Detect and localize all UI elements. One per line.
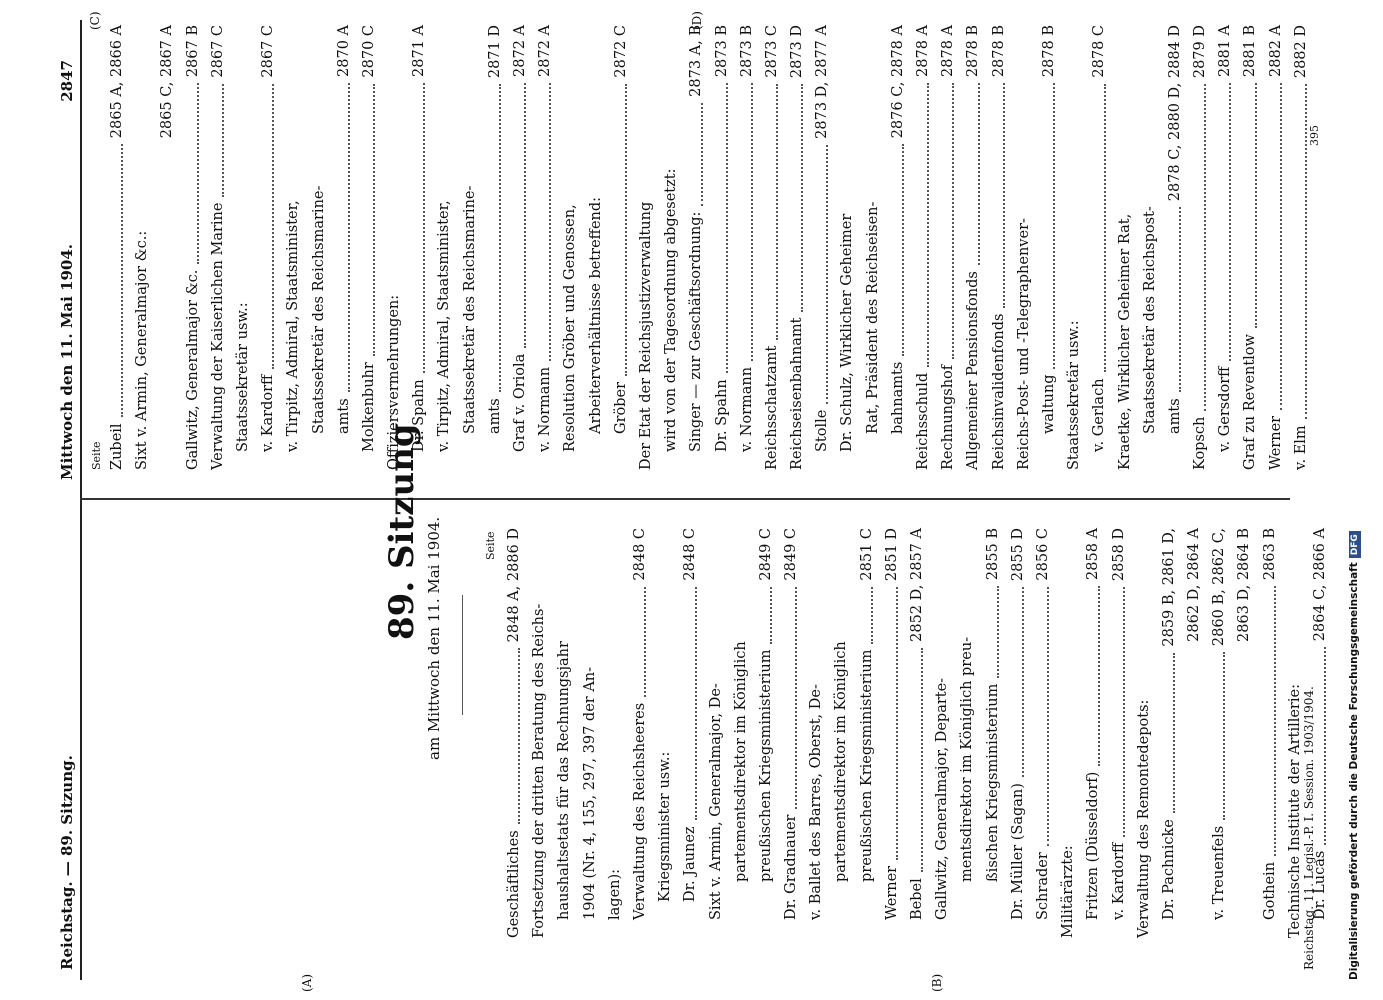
leader-dots — [347, 83, 350, 392]
toc-entry-text: Sixt v. Armin, Generalmajor &c.: — [134, 230, 151, 470]
toc-entry-page-ref: 2851 C — [858, 528, 875, 581]
toc-entry — [905, 528, 930, 938]
contents-right-column — [105, 25, 1314, 470]
toc-entry-text: Der Etat der Reichsjustizverwaltung — [637, 201, 654, 470]
leader-dots — [870, 587, 873, 644]
toc-entry — [281, 25, 306, 470]
toc-entry — [1188, 25, 1213, 470]
leader-dots — [901, 144, 904, 356]
toc-entry-text: Reichs-Post- und -Telegraphenver- — [1015, 218, 1032, 470]
toc-entry-text: Staatssekretär usw.: — [1066, 320, 1083, 470]
leader-dots — [700, 103, 703, 206]
toc-entry-page-ref: 2863 B — [1261, 528, 1278, 581]
toc-entry-page-ref: 2873 C — [763, 25, 780, 78]
toc-entry — [584, 25, 609, 470]
toc-entry-page-ref: 2878 C — [1091, 25, 1108, 78]
toc-entry — [710, 25, 735, 470]
toc-entry-text: Graf v. Oriola — [512, 353, 528, 452]
toc-entry-page-ref: 2870 A — [335, 25, 352, 77]
toc-entry — [1289, 25, 1314, 470]
toc-entry-text: Bebel — [909, 878, 925, 920]
toc-entry — [779, 528, 804, 938]
title-rule — [462, 595, 463, 715]
toc-entry-page-ref: 2867 C — [209, 25, 226, 78]
toc-entry-text: v. Tirpitz, Admiral, Staatsminister, — [436, 200, 453, 452]
running-header-left: Reichstag. — 89. Sitzung. — [58, 755, 76, 970]
leader-dots — [750, 83, 753, 361]
leader-dots — [1203, 84, 1206, 411]
toc-entry-page-ref: 2878 B — [965, 25, 982, 78]
toc-entry — [357, 25, 382, 470]
toc-entry-text: v. Ballet des Barres, Oberst, De- — [808, 684, 825, 920]
toc-entry — [502, 528, 527, 938]
leader-dots — [920, 648, 923, 872]
toc-entry-text: v. Elm — [1292, 425, 1309, 470]
toc-entry-page-ref: 2859 B, 2861 D, — [1160, 528, 1177, 647]
toc-entry-page-ref: 2870 C — [360, 25, 377, 78]
toc-entry — [155, 25, 180, 470]
toc-entry-text: bahnamts — [889, 361, 906, 434]
toc-entry-text: Staatssekretär des Reichsmarine- — [461, 185, 478, 434]
toc-entry-page-ref: 2882 D — [1292, 25, 1309, 79]
toc-entry — [829, 528, 854, 938]
toc-entry-page-ref: 2872 A — [512, 25, 528, 77]
margin-d: (D) — [690, 11, 704, 30]
toc-entry — [1138, 25, 1163, 470]
toc-entry-page-ref: 2848 C — [682, 528, 699, 581]
toc-entry-page-ref: 2858 D — [1110, 528, 1127, 582]
toc-entry-text: Reichsschuld — [915, 372, 931, 470]
toc-entry-page-ref: 2864 C, 2866 A — [1312, 528, 1328, 642]
toc-entry-page-ref: 2848 C — [631, 528, 648, 581]
toc-entry — [483, 25, 508, 470]
toc-entry-page-ref: 2852 D, 2857 A — [909, 528, 925, 642]
toc-entry-text: Gröber — [612, 381, 629, 434]
toc-entry-text: v. Tirpitz, Admiral, Staatsminister, — [285, 200, 302, 452]
toc-entry — [508, 25, 533, 470]
dfg-notice — [1348, 531, 1361, 980]
toc-entry — [678, 528, 703, 938]
toc-entry — [1163, 25, 1188, 470]
toc-entry-page-ref: 2873 B — [713, 25, 730, 78]
toc-entry — [552, 528, 577, 938]
toc-entry — [930, 528, 955, 938]
leader-dots — [1172, 653, 1175, 813]
toc-entry-page-ref: 2849 C — [783, 528, 800, 581]
toc-entry-text: haushaltsetats für das Rechnungsjahr — [556, 641, 573, 920]
toc-entry — [1031, 528, 1056, 938]
toc-entry-text: Gallwitz, Generalmajor, Departe- — [934, 677, 951, 920]
toc-entry-text: Kriegsminister usw.: — [657, 751, 674, 902]
session-date: am Mittwoch den 11. Mai 1904. — [425, 516, 443, 760]
toc-entry-text: amts — [1166, 398, 1183, 434]
toc-entry-text: v. Kardorff — [260, 374, 277, 452]
leader-dots — [977, 83, 980, 265]
toc-entry-text: lagen): — [606, 868, 623, 920]
leader-dots — [548, 83, 551, 361]
leader-dots — [1122, 587, 1125, 837]
toc-entry — [729, 528, 754, 938]
margin-a: (A) — [300, 973, 314, 992]
leader-dots — [769, 587, 772, 644]
toc-entry-page-ref: 2878 A — [915, 25, 931, 77]
toc-entry — [760, 25, 785, 470]
toc-entry-page-ref: 2855 B — [984, 528, 1001, 581]
header-rule — [80, 20, 82, 980]
leader-dots — [221, 84, 224, 197]
leader-dots — [624, 84, 627, 376]
toc-entry-text: Rat, Präsident des Reichseisen- — [864, 201, 881, 434]
toc-entry-text: partementsdirektor im Königlich — [833, 641, 850, 882]
toc-entry-page-ref: 2862 D, 2864 A — [1186, 528, 1203, 642]
toc-entry-page-ref: 2873 A, B — [688, 25, 705, 97]
toc-entry — [527, 528, 552, 938]
leader-dots — [1228, 83, 1231, 361]
toc-entry — [653, 528, 678, 938]
column-divider — [80, 498, 1290, 500]
toc-entry-text: v. Gerlach — [1091, 378, 1108, 452]
toc-entry — [754, 528, 779, 938]
toc-entry — [628, 528, 653, 938]
toc-entry-page-ref: 2873 D — [789, 25, 806, 79]
toc-entry — [659, 25, 684, 470]
toc-entry-text: v. Treuenfels — [1211, 825, 1228, 920]
toc-entry — [961, 25, 986, 470]
dfg-notice-text: Digitalisierung gefördert durch die Deutsche Forschungsgemeinschaft — [1348, 562, 1360, 980]
leader-dots — [643, 587, 646, 697]
toc-entry-page-ref: 2865 A, 2866 A — [109, 25, 125, 139]
toc-entry-page-ref: 2858 A — [1085, 528, 1102, 580]
toc-entry — [1037, 25, 1062, 470]
toc-entry — [407, 25, 432, 470]
toc-entry — [1182, 528, 1207, 938]
toc-entry — [458, 25, 483, 470]
toc-entry-page-ref: 2848 A, 2886 D — [506, 528, 522, 643]
toc-entry-page-ref: 2876 C, 2878 A — [889, 25, 906, 139]
toc-entry — [1113, 25, 1138, 470]
toc-entry — [533, 25, 558, 470]
toc-entry-text: Gallwitz, Generalmajor &c. — [184, 269, 201, 470]
leader-dots — [1254, 83, 1257, 328]
toc-entry-page-ref: 2881 A — [1217, 25, 1234, 77]
leader-dots — [271, 84, 274, 369]
toc-entry-text: Zubeil — [109, 423, 125, 470]
leader-dots — [926, 83, 929, 367]
toc-entry-text: Stolle — [814, 409, 831, 452]
toc-entry-page-ref: 2856 C — [1034, 528, 1051, 581]
toc-entry-text: Geschäftliches — [506, 830, 522, 938]
toc-entry-page-ref: 2860 B, 2862 C, — [1211, 528, 1228, 647]
toc-entry — [130, 25, 155, 470]
toc-entry-page-ref: 2878 C, 2880 D, 2884 D — [1166, 25, 1183, 202]
leader-dots — [1178, 207, 1181, 392]
toc-entry — [1087, 25, 1112, 470]
toc-entry-text: preußischen Kriegsministerium — [757, 649, 774, 882]
leader-dots — [800, 84, 803, 312]
leader-dots — [1097, 586, 1100, 766]
toc-entry-text: Dr. Lucas — [1312, 850, 1328, 920]
toc-entry-text: partementsdirektor im Königlich — [732, 641, 749, 882]
toc-entry-text: Staatssekretär des Reichsmarine- — [310, 185, 327, 434]
toc-entry — [1238, 25, 1263, 470]
toc-entry — [432, 25, 457, 470]
toc-entry-text: Reichsinvalidenfonds — [990, 313, 1007, 470]
toc-entry — [578, 528, 603, 938]
toc-entry — [603, 528, 628, 938]
toc-entry — [1062, 25, 1087, 470]
toc-entry — [332, 25, 357, 470]
toc-entry-page-ref: 2865 C, 2867 A — [159, 25, 176, 139]
toc-entry — [206, 25, 231, 470]
toc-entry-page-ref: 2878 B — [990, 25, 1007, 78]
seite-label-right: Seite — [90, 441, 103, 470]
page-number: 2847 — [58, 60, 76, 102]
leader-dots — [725, 83, 728, 373]
toc-entry-page-ref: 2867 C — [260, 25, 277, 78]
leader-dots — [1046, 587, 1049, 846]
toc-entry-page-ref: 2882 A — [1267, 25, 1284, 77]
leader-dots — [422, 83, 425, 373]
toc-entry — [704, 528, 729, 938]
leader-dots — [1304, 84, 1307, 419]
leader-dots — [1222, 652, 1225, 820]
toc-entry-text: Dr. Pachnicke — [1160, 819, 1177, 920]
toc-entry-text: ßischen Kriegsministerium — [984, 683, 1001, 882]
toc-entry-text: Reichsschatzamt — [763, 345, 780, 470]
leader-dots — [120, 144, 123, 417]
toc-entry-text: Fortsetzung der dritten Beratung des Reichs- — [531, 603, 548, 938]
toc-entry — [181, 25, 206, 470]
toc-entry-text: Rechnungshof — [940, 364, 957, 470]
toc-entry — [936, 25, 961, 470]
toc-entry-text: amts — [335, 398, 352, 434]
leader-dots — [895, 587, 898, 860]
leader-dots — [825, 145, 828, 404]
seite-label-left: Seite — [484, 531, 497, 560]
leader-dots — [517, 648, 520, 824]
toc-entry — [886, 25, 911, 470]
toc-entry-page-ref: 2873 D, 2877 A — [814, 25, 831, 139]
leader-dots — [951, 83, 954, 359]
toc-entry-text: Technische Institute der Artillerie: — [1286, 684, 1303, 938]
toc-entry-page-ref: 2881 B — [1242, 25, 1259, 78]
toc-entry-text: mentsdirektor im Königlich preu- — [959, 636, 976, 882]
toc-entry-text: Dr. Gradnauer — [783, 814, 800, 920]
toc-entry — [1056, 528, 1081, 938]
toc-entry-text: Staatssekretär usw.: — [234, 302, 251, 452]
toc-entry-page-ref: 2879 D — [1192, 25, 1209, 79]
toc-entry-text: Dr. Spahn — [713, 379, 730, 452]
toc-entry-text: Werner — [1267, 415, 1284, 470]
leader-dots — [1273, 586, 1276, 856]
leader-dots — [498, 84, 501, 392]
toc-entry — [1258, 528, 1283, 938]
leader-dots — [1103, 84, 1106, 372]
toc-entry — [861, 25, 886, 470]
toc-entry-page-ref: 2871 D — [486, 25, 503, 79]
toc-entry-text: Verwaltung des Reichsheeres — [631, 702, 648, 920]
toc-entry — [634, 25, 659, 470]
toc-entry-page-ref: 2871 A — [411, 25, 428, 77]
toc-entry-text: Offiziersvermehrungen: — [386, 294, 403, 470]
toc-entry — [735, 25, 760, 470]
toc-entry — [855, 528, 880, 938]
toc-entry-text: Molkenbuhr — [360, 362, 377, 452]
leader-dots — [694, 587, 697, 820]
toc-entry-page-ref: 2867 B — [184, 25, 201, 78]
toc-entry-text: v. Gersdorff — [1217, 366, 1234, 452]
margin-b: (B) — [930, 973, 944, 992]
toc-entry-text: Staatssekretär des Reichspost- — [1141, 206, 1158, 434]
leader-dots — [196, 83, 199, 264]
toc-entry-text: Verwaltung der Kaiserlichen Marine — [209, 202, 226, 470]
toc-entry-page-ref: 2872 C — [612, 25, 629, 78]
toc-entry — [785, 25, 810, 470]
toc-entry — [1012, 25, 1037, 470]
toc-entry — [1213, 25, 1238, 470]
toc-entry — [1157, 528, 1182, 938]
leader-dots — [523, 83, 526, 348]
toc-entry-text: Werner — [883, 865, 900, 920]
toc-entry-page-ref: 2863 D, 2864 B — [1236, 528, 1253, 643]
toc-entry-text: preußischen Kriegsministerium — [858, 649, 875, 882]
toc-entry — [810, 25, 835, 470]
toc-entry — [1264, 25, 1289, 470]
toc-entry-page-ref: 2878 B — [1040, 25, 1057, 78]
toc-entry-text: Resolution Gröber und Genossen, — [562, 204, 579, 452]
toc-entry — [804, 528, 829, 938]
toc-entry-text: Kopsch — [1192, 416, 1209, 470]
leader-dots — [996, 586, 999, 678]
toc-entry-text: Verwaltung des Remontedepots: — [1135, 699, 1152, 938]
toc-entry-page-ref: 2851 D — [883, 528, 900, 582]
toc-entry-text: Arbeiterverhältnisse betreffend: — [587, 196, 604, 434]
toc-entry-text: Kraetke, Wirklicher Geheimer Rat, — [1116, 213, 1133, 470]
toc-entry-page-ref: 2855 D — [1009, 528, 1026, 582]
toc-entry-text: wird von der Tagesordnung abgesetzt: — [663, 168, 680, 452]
leader-dots — [1052, 83, 1055, 369]
toc-entry-page-ref: 2872 A — [537, 25, 554, 77]
sheet-number: 395 — [1308, 125, 1321, 146]
toc-entry — [1081, 528, 1106, 938]
toc-entry — [307, 25, 332, 470]
toc-entry — [835, 25, 860, 470]
toc-entry-text: Militärärzte: — [1060, 845, 1077, 938]
toc-entry-text: Fritzen (Düsseldorf) — [1085, 771, 1102, 920]
leader-dots — [775, 84, 778, 340]
contents-left-column — [502, 528, 1333, 938]
toc-entry — [1132, 528, 1157, 938]
session-title: 89. Sitzung — [382, 423, 422, 640]
dfg-logo-icon: DFG — [1349, 531, 1361, 558]
toc-entry — [1006, 528, 1031, 938]
leader-dots — [1279, 83, 1282, 410]
margin-c: (C) — [88, 11, 102, 30]
toc-entry-text: amts — [486, 398, 503, 434]
toc-entry — [955, 528, 980, 938]
toc-entry-text: Allgemeiner Pensionsfonds — [965, 271, 982, 470]
toc-entry — [609, 25, 634, 470]
toc-entry-text: Dr. Spahn — [411, 379, 428, 452]
leader-dots — [372, 84, 375, 356]
toc-entry-text: 1904 (Nr. 4, 155, 297, 397 der An- — [581, 666, 598, 920]
toc-entry — [256, 25, 281, 470]
toc-entry-page-ref: 2873 B — [738, 25, 755, 78]
leader-dots — [794, 587, 797, 809]
toc-entry-text: Sixt v. Armin, Generalmajor, De- — [707, 683, 724, 920]
toc-entry — [1232, 528, 1257, 938]
footer-imprint: Reichstag. 11. Legisl.-P. I. Session. 1903/1904. — [1302, 686, 1316, 970]
toc-entry-page-ref: 2878 A — [940, 25, 957, 77]
toc-entry — [1207, 528, 1232, 938]
toc-entry — [105, 25, 130, 470]
toc-entry-text: Dr. Schulz, Wirklicher Geheimer — [839, 213, 856, 452]
toc-entry-text: Gothein — [1261, 861, 1278, 920]
toc-entry-text: Reichseisenbahnamt — [789, 317, 806, 470]
toc-entry-text: v. Normann — [537, 366, 554, 452]
running-header-date: Mittwoch den 11. Mai 1904. — [58, 243, 76, 480]
toc-entry-text: Dr. Müller (Sagan) — [1009, 783, 1026, 920]
toc-entry-page-ref: 2849 C — [757, 528, 774, 581]
leader-dots — [1323, 647, 1326, 845]
toc-entry-text: v. Kardorff — [1110, 842, 1127, 920]
toc-entry — [880, 528, 905, 938]
toc-entry — [684, 25, 709, 470]
toc-entry — [911, 25, 936, 470]
leader-dots — [1021, 587, 1024, 777]
toc-entry-text: waltung — [1040, 374, 1057, 434]
toc-entry — [382, 25, 407, 470]
toc-entry — [231, 25, 256, 470]
toc-entry-text: Graf zu Reventlow — [1242, 334, 1259, 470]
toc-entry — [981, 528, 1006, 938]
leader-dots — [1002, 83, 1005, 308]
toc-entry-text: Dr. Jaunez — [682, 826, 699, 902]
toc-entry — [558, 25, 583, 470]
toc-entry — [987, 25, 1012, 470]
toc-entry-text: Singer — zur Geschäftsordnung: — [688, 211, 705, 452]
toc-entry-text: v. Normann — [738, 366, 755, 452]
toc-entry-text: Schrader — [1034, 852, 1051, 920]
toc-entry — [1107, 528, 1132, 938]
